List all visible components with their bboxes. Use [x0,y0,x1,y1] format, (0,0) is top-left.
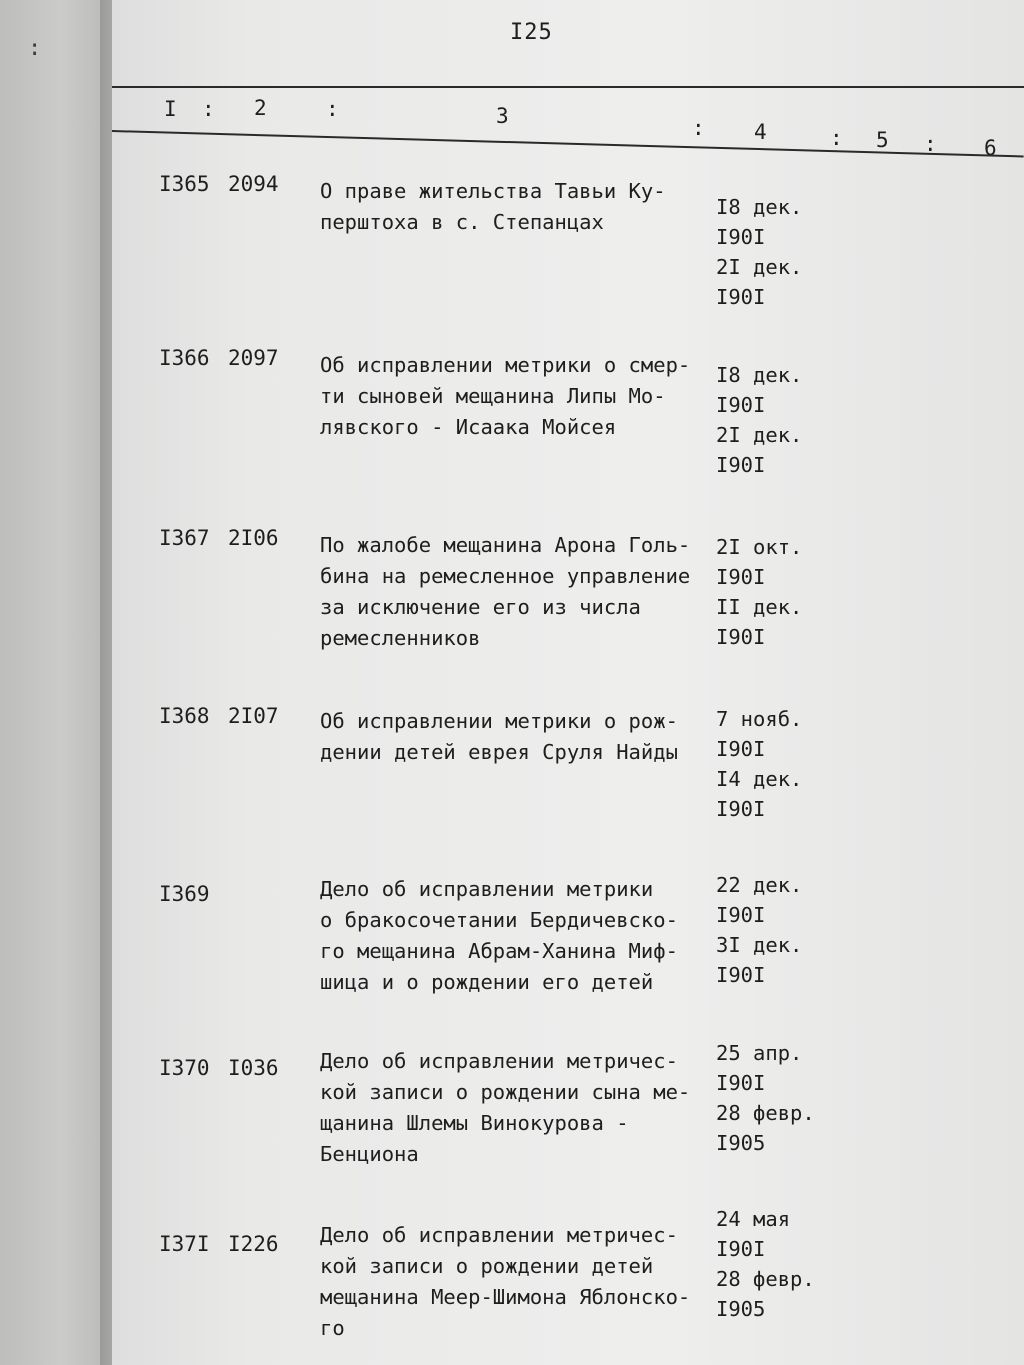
header-separator: : [692,116,705,140]
entry-code: 2I06 [228,526,279,550]
date-line: I90I [716,737,766,761]
header-separator: : [202,97,215,121]
title-line: ти сыновей мещанина Липы Мо- [320,384,666,408]
entry-code: 2094 [228,172,279,196]
date-line: 24 мая [716,1207,791,1231]
header-col-1: I [164,97,177,121]
title-line: за исключение его из числа [320,595,641,619]
entry-code: 2I07 [228,704,279,728]
entry-dates [716,532,826,652]
date-line: I90I [716,393,766,417]
header-col-2: 2 [254,96,267,120]
previous-page-mark: : [28,36,42,61]
entry-title [320,350,720,443]
date-line: 22 дек. [716,873,803,897]
entry-dates [716,870,826,990]
date-line: I905 [716,1131,766,1155]
date-line: I905 [716,1297,766,1321]
title-line: перштоха в с. Степанцах [320,210,604,234]
title-line: го мещанина Абрам-Ханина Миф- [320,939,678,963]
date-line: I90I [716,565,766,589]
date-line: II дек. [716,595,803,619]
title-line: Дело об исправлении метричес- [320,1223,678,1247]
entry-title [320,874,720,998]
title-line: дении детей еврея Сруля Найды [320,740,678,764]
entry-number: I37I [159,1232,210,1256]
title-line: мещанина Меер-Шимона Яблонско- [320,1285,691,1309]
date-line: I90I [716,963,766,987]
title-line: кой записи о рождении детей [320,1254,654,1278]
entry-number: I365 [159,172,210,196]
date-line: I4 дек. [716,767,803,791]
header-separator: : [830,126,843,150]
date-line: I90I [716,1071,766,1095]
date-line: I90I [716,285,766,309]
date-line: 28 февр. [716,1101,815,1125]
title-line: Бенциона [320,1142,419,1166]
date-line: 25 апр. [716,1041,803,1065]
header-col-5: 5 [876,128,889,152]
title-line: о бракосочетании Бердичевско- [320,908,678,932]
entry-number: I369 [159,882,210,906]
date-line: 2I окт. [716,535,803,559]
entry-title [320,1220,720,1344]
entry-number: I367 [159,526,210,550]
date-line: I8 дек. [716,195,803,219]
title-line: Дело об исправлении метричес- [320,1049,678,1073]
header-col-4: 4 [754,120,767,144]
title-line: кой записи о рождении сына ме- [320,1080,691,1104]
entry-title [320,1046,720,1170]
entry-number: I370 [159,1056,210,1080]
date-line: I90I [716,797,766,821]
entry-number: I368 [159,704,210,728]
date-line: I90I [716,625,766,649]
entry-number: I366 [159,346,210,370]
entry-title [320,176,720,238]
entry-code: I036 [228,1056,279,1080]
header-top-rule [112,86,1024,88]
title-line: ремесленников [320,626,481,650]
title-line: бина на ремесленное управление [320,564,691,588]
header-col-6: 6 [984,136,997,160]
entry-title [320,530,720,654]
entry-dates [716,360,826,480]
page-number: I25 [510,20,553,45]
entry-dates [716,704,826,824]
title-line: О праве жительства Тавьи Ку- [320,179,666,203]
title-line: щанина Шлемы Винокурова - [320,1111,629,1135]
title-line: По жалобе мещанина Арона Голь- [320,533,691,557]
header-separator: : [924,132,937,156]
title-line: лявского - Исаака Мойсея [320,415,617,439]
date-line: I90I [716,225,766,249]
date-line: 2I дек. [716,255,803,279]
title-line: Об исправлении метрики о смер- [320,353,691,377]
date-line: I90I [716,903,766,927]
entry-dates [716,192,826,312]
date-line: 7 нояб. [716,707,803,731]
header-separator: : [326,97,339,121]
entry-dates [716,1038,826,1158]
date-line: 3I дек. [716,933,803,957]
title-line: Дело об исправлении метрики [320,877,654,901]
previous-page-edge [0,0,112,1365]
header-col-3: 3 [496,104,509,128]
date-line: 28 февр. [716,1267,815,1291]
entry-dates [716,1204,826,1324]
entry-code: 2097 [228,346,279,370]
title-line: го [320,1316,345,1340]
date-line: 2I дек. [716,423,803,447]
entry-code: I226 [228,1232,279,1256]
date-line: I90I [716,1237,766,1261]
date-line: I8 дек. [716,363,803,387]
date-line: I90I [716,453,766,477]
title-line: шица и о рождении его детей [320,970,654,994]
document-page [112,0,1024,1365]
title-line: Об исправлении метрики о рож- [320,709,678,733]
entry-title [320,706,720,768]
